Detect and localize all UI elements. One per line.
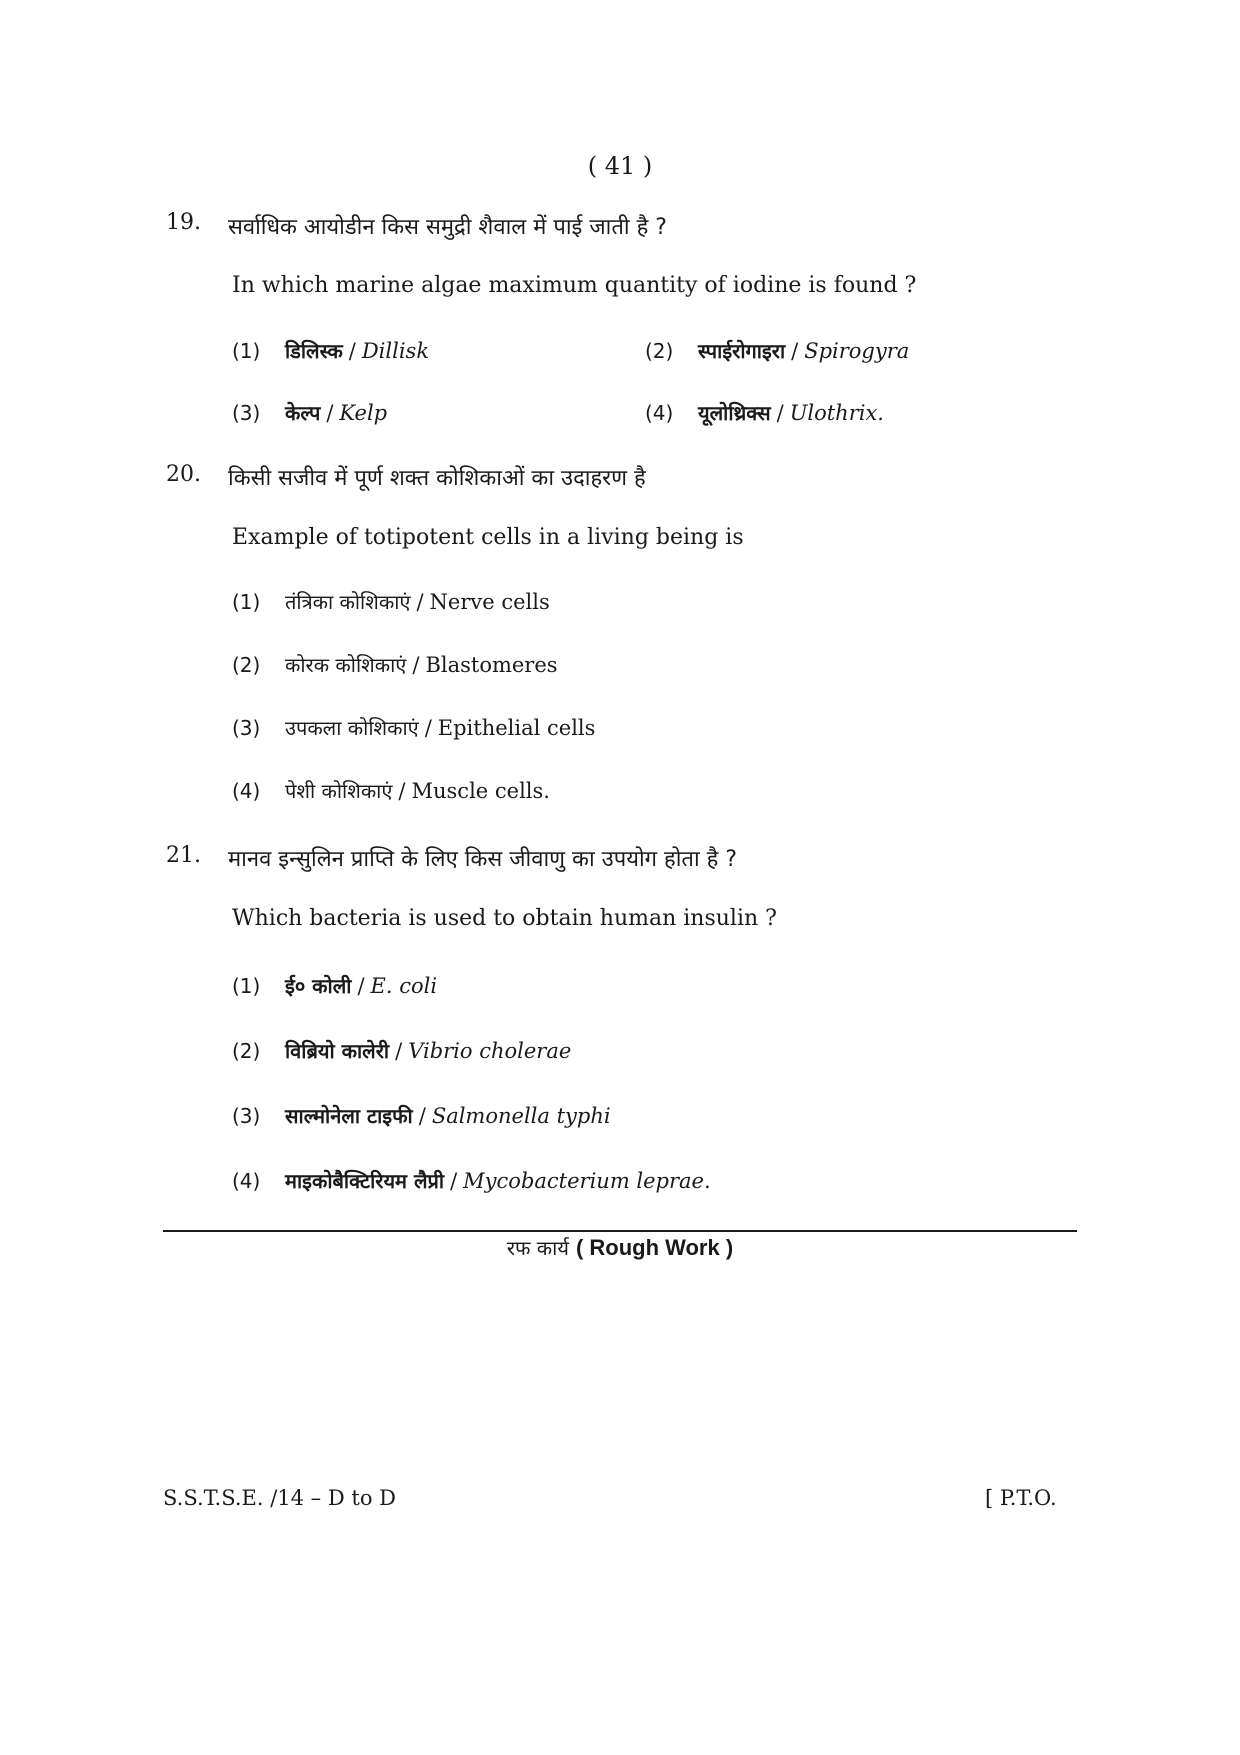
option-text-hindi: विब्रियो कालेरी	[285, 1039, 390, 1063]
option-separator: /	[395, 1039, 403, 1063]
option-number: (1)	[232, 974, 261, 998]
page-number: ( 41 )	[587, 152, 653, 180]
option-text-english: Spirogyra	[804, 339, 910, 363]
option-text-hindi: स्पाईरोगाइरा	[698, 339, 786, 363]
footer-exam-code: S.S.T.S.E. /14 – D to D	[163, 1486, 396, 1510]
option-1	[232, 337, 429, 364]
option-number: (3)	[232, 1104, 261, 1128]
option-text-english: Epithelial cells	[437, 716, 596, 740]
option-number: (1)	[232, 339, 261, 363]
question-text-english: Which bacteria is used to obtain human insulin ?	[232, 906, 777, 931]
option-text-english: Nerve cells	[429, 590, 550, 614]
option-separator: /	[398, 779, 406, 803]
option-1	[232, 588, 550, 615]
option-text-english: E. coli	[370, 974, 438, 998]
option-number: (2)	[645, 339, 674, 363]
option-text-hindi: ई० कोली	[285, 974, 352, 998]
question-text-english: Example of totipotent cells in a living being is	[232, 525, 744, 550]
option-separator: /	[791, 339, 799, 363]
option-text-hindi: साल्मोनेला टाइफी	[285, 1104, 413, 1128]
option-number: (4)	[232, 779, 261, 803]
footer-pto: [ P.T.O.	[985, 1486, 1057, 1510]
option-text-english: Kelp	[339, 401, 388, 425]
option-text-hindi: उपकला कोशिकाएं	[285, 716, 419, 740]
option-text-hindi: पेशी कोशिकाएं	[285, 779, 393, 803]
question-text-hindi: किसी सजीव में पूर्ण शक्त कोशिकाओं का उदाहरण है	[228, 466, 646, 491]
rough-work-divider	[163, 1230, 1077, 1232]
option-separator: /	[326, 401, 334, 425]
option-number: (2)	[232, 653, 261, 677]
question-text-hindi: सर्वाधिक आयोडीन किस समुद्री शैवाल में पाई जाती है ?	[228, 215, 667, 240]
option-3	[232, 1102, 611, 1129]
option-number: (1)	[232, 590, 261, 614]
option-text-english: Mycobacterium leprae.	[463, 1169, 711, 1193]
option-text-english: Blastomeres	[425, 653, 558, 677]
option-number: (3)	[232, 401, 261, 425]
question-number: 21.	[166, 843, 201, 868]
rough-work-hindi: रफ कार्य	[506, 1236, 569, 1260]
option-2	[232, 651, 558, 678]
option-4	[232, 1167, 711, 1194]
question-text-english: In which marine algae maximum quantity of iodine is found ?	[232, 273, 917, 298]
option-separator: /	[450, 1169, 458, 1193]
option-separator: /	[357, 974, 365, 998]
option-3	[232, 399, 387, 426]
option-text-english: Vibrio cholerae	[408, 1039, 572, 1063]
option-2	[232, 1037, 571, 1064]
option-separator: /	[348, 339, 356, 363]
option-3	[232, 714, 595, 741]
option-text-hindi: माइकोबैक्टिरियम लैप्री	[285, 1169, 445, 1193]
option-text-hindi: डिलिस्क	[285, 339, 343, 363]
option-text-english: Ulothrix.	[789, 401, 884, 425]
rough-work-english: ( Rough Work )	[575, 1235, 734, 1260]
rough-work-heading	[0, 1234, 1240, 1261]
option-4	[232, 777, 550, 804]
option-text-hindi: यूलोथ्रिक्स	[698, 401, 771, 425]
option-text-english: Muscle cells.	[411, 779, 550, 803]
option-number: (4)	[645, 401, 674, 425]
option-separator: /	[424, 716, 432, 740]
option-text-english: Salmonella typhi	[431, 1104, 611, 1128]
option-text-hindi: कोरक कोशिकाएं	[285, 653, 407, 677]
option-1	[232, 972, 437, 999]
option-separator: /	[416, 590, 424, 614]
option-number: (4)	[232, 1169, 261, 1193]
option-text-hindi: तंत्रिका कोशिकाएं	[285, 590, 411, 614]
option-text-hindi: केल्प	[285, 401, 321, 425]
question-number: 20.	[166, 462, 201, 487]
question-text-hindi: मानव इन्सुलिन प्राप्ति के लिए किस जीवाणु का उपयोग होता है ?	[228, 847, 738, 872]
option-4	[645, 399, 884, 426]
option-number: (3)	[232, 716, 261, 740]
option-2	[645, 337, 909, 364]
option-number: (2)	[232, 1039, 261, 1063]
question-number: 19.	[166, 210, 201, 235]
option-text-english: Dillisk	[361, 339, 430, 363]
option-separator: /	[418, 1104, 426, 1128]
option-separator: /	[412, 653, 420, 677]
option-separator: /	[776, 401, 784, 425]
